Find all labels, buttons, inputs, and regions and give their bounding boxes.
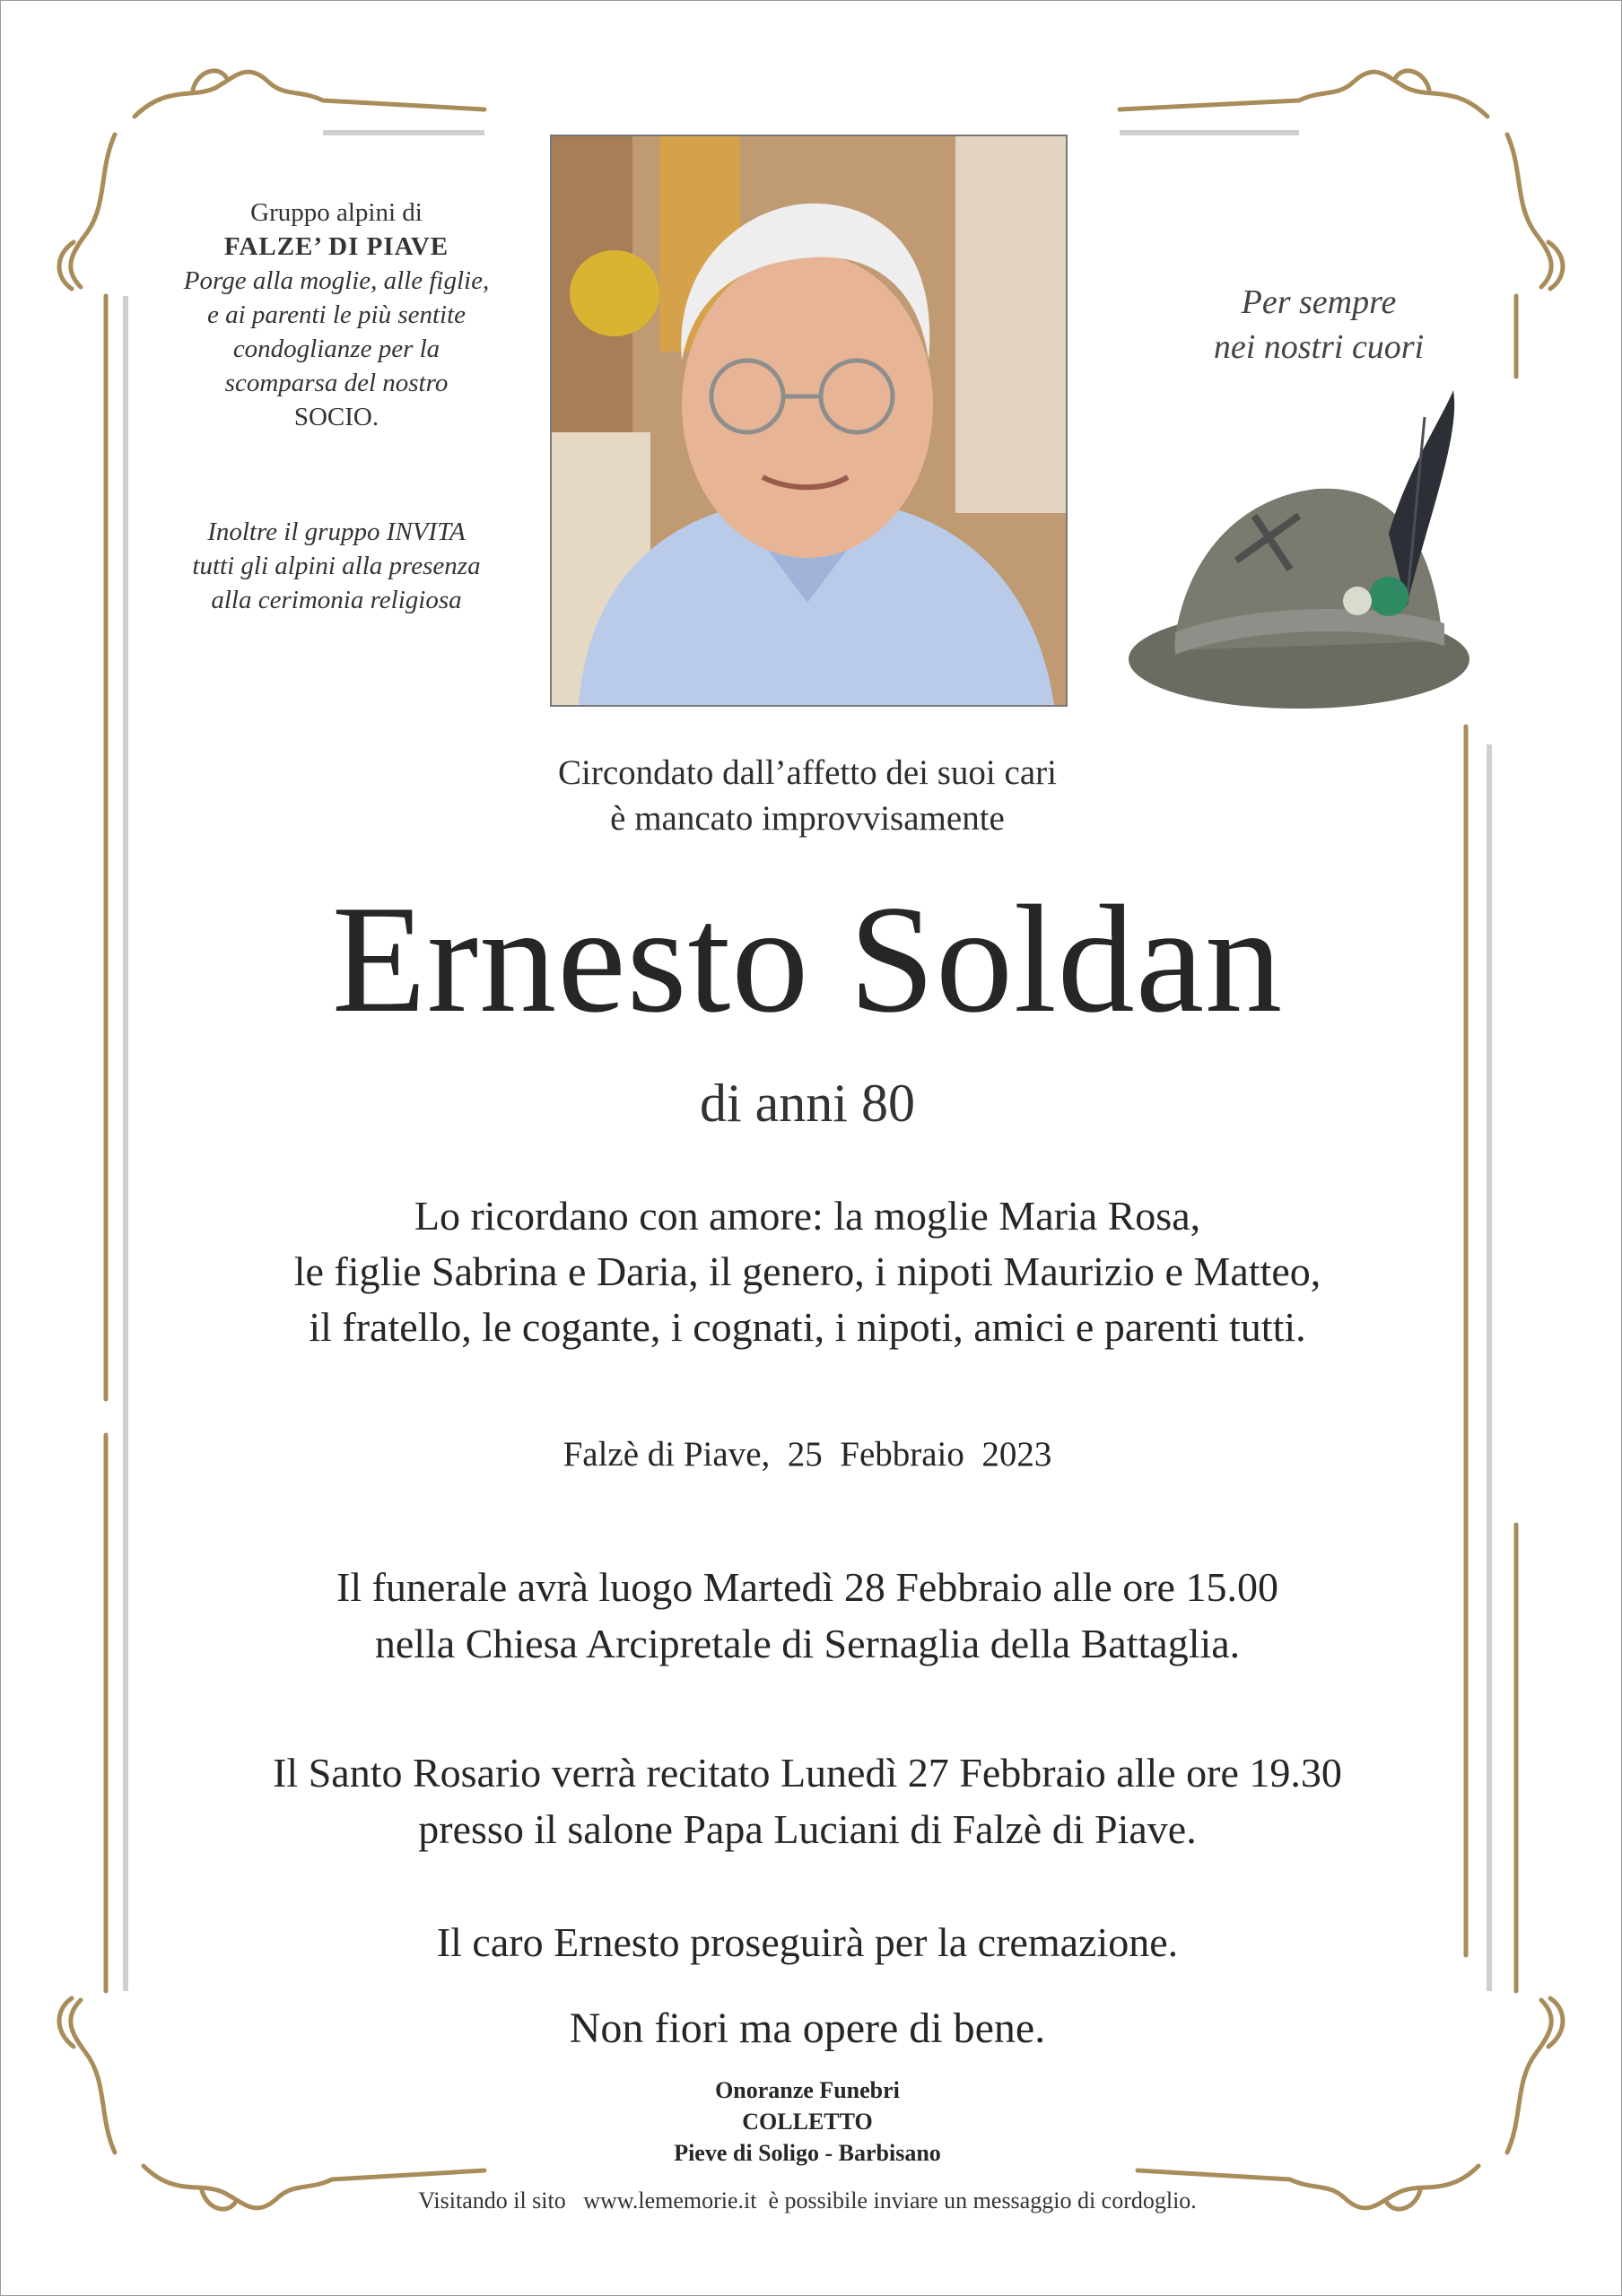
group-msg-line-3: Porge alla moglie, alle figlie, [183,266,490,295]
agency-line-2: COLLETTO [742,2109,873,2135]
rosary-details [135,1744,1480,1857]
family-remembrance [135,1188,1480,1355]
intro-line-1: Circondato dall’affetto dei suoi cari [558,753,1057,792]
funeral-line-1: Il funerale avrà luogo Martedì 28 Febbraio alle ore 15.00 [336,1564,1278,1610]
invite-line-3: alla cerimonia religiosa [211,586,462,614]
alpini-hat-icon [1120,381,1496,731]
group-msg-line-6: scomparsa del nostro [224,369,449,397]
rosary-line-1: Il Santo Rosario verrà recitato Lunedì 27 Febbraio alle ore 19.30 [273,1750,1342,1796]
intro-text [359,750,1256,841]
agency-line-3: Pieve di Soligo - Barbisano [674,2140,941,2166]
deceased-age: di anni 80 [700,1074,915,1133]
intro-line-2: è mancato improvvisamente [610,799,1005,838]
group-msg-line-7: SOCIO. [293,403,379,431]
invite-line-1: Inoltre il gruppo INVITA [207,517,466,546]
motto [1157,280,1480,370]
group-msg-line-5: condoglianze per la [232,335,440,363]
rosary-line-2: presso il salone Papa Luciani di Falzè di Piave. [418,1806,1197,1852]
flowers-note: Non fiori ma opere di bene. [569,2005,1046,2052]
footer-note: Visitando il sito www.lememorie.it è possibile inviare un messaggio di cordoglio. [418,2187,1197,2213]
portrait-photo [550,135,1068,707]
family-line-3: il fratello, le cogante, i cognati, i nipoti, amici e parenti tutti. [309,1304,1306,1350]
motto-line-1: Per sempre [1241,283,1397,321]
cremation-note: Il caro Ernesto proseguirà per la cremazione. [436,1919,1179,1965]
deceased-name: Ernesto Soldan [331,874,1284,1045]
family-line-1: Lo ricordano con amore: la moglie Maria Rosa, [414,1193,1201,1239]
group-condolence-message [130,196,543,434]
funeral-agency [538,2074,1077,2169]
family-line-2: le figlie Sabrina e Daria, il genero, i nipoti Maurizio e Matteo, [293,1248,1321,1294]
agency-line-1: Onoranze Funebri [715,2077,900,2103]
group-msg-line-1: Gruppo alpini di [250,198,423,227]
funeral-details [135,1559,1480,1672]
funeral-line-2: nella Chiesa Arcipretale di Sernaglia della Battaglia. [374,1621,1241,1666]
group-invite-message [144,515,529,617]
flourish-top-left [135,72,484,117]
invite-line-2: tutti gli alpini alla presenza [192,552,481,580]
group-msg-line-4: e ai parenti le più sentite [206,300,467,329]
place-and-date: Falzè di Piave, 25 Febbraio 2023 [562,1435,1052,1474]
motto-line-2: nei nostri cuori [1213,328,1425,366]
flourish-top-right [1120,72,1487,117]
group-msg-line-2: FALZE’ DI PIAVE [223,232,449,261]
